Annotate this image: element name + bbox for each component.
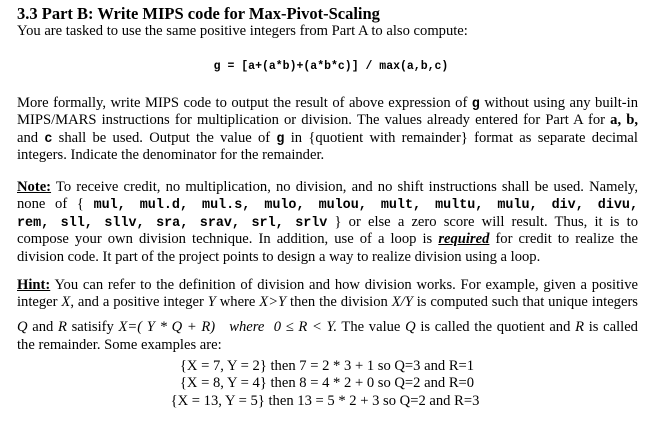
code-g: g xyxy=(471,97,480,112)
var: Y xyxy=(207,294,216,310)
hint-label: Hint: xyxy=(17,277,51,293)
note-line xyxy=(17,214,638,232)
intro-text: You are tasked to use the same positive integers from Part A to also compute: xyxy=(17,23,468,39)
var: Q xyxy=(405,319,416,335)
text: shall be used. Output the value of xyxy=(52,130,277,146)
bold-vars: a, b, xyxy=(610,112,638,128)
var: R xyxy=(575,319,585,335)
text: satisify xyxy=(66,319,119,335)
code-g: g xyxy=(276,132,285,147)
para1-line xyxy=(17,130,638,148)
text: } or else a zero score will result. Thus, it is to xyxy=(327,214,638,230)
example: {X = 13, Y = 5} then 13 = 5 * 2 + 3 so Q=2 and R=3 xyxy=(170,393,480,409)
text: then the division xyxy=(286,294,392,310)
note-line xyxy=(17,179,638,196)
required-emphasis: required xyxy=(438,231,490,247)
text: for credit to realize the xyxy=(489,231,638,247)
text: compose your own division technique. In addition, use of a loop is xyxy=(17,231,439,247)
var: X>Y xyxy=(259,294,287,310)
text: none of { xyxy=(17,196,94,212)
hint-line: the remainder. Some examples are: xyxy=(17,337,222,353)
para1-line: integers. Indicate the denominator for the remainder. xyxy=(17,147,325,163)
formula-text: g = [a+(a*b)+(a*b*c)] / max(a,b,c) xyxy=(213,60,449,73)
text: is called the quotient and xyxy=(415,319,576,335)
forbidden-instructions: mul, mul.d, mul.s, mulo, mulou, mult, multu, mulu, div, divu, xyxy=(93,198,638,213)
para1-line xyxy=(17,95,638,113)
var: R xyxy=(58,319,67,335)
para1-line xyxy=(17,112,638,129)
text: and xyxy=(17,130,45,146)
text: To receive credit, no multiplication, no division, and no shift instructions shall be used. Namely, xyxy=(51,179,638,195)
section-title: 3.3 Part B: Write MIPS code for Max-Pivot-Scaling xyxy=(17,4,380,23)
note-line xyxy=(17,196,638,214)
text: where xyxy=(215,294,260,310)
hint-line xyxy=(17,294,638,311)
text: and xyxy=(27,319,59,335)
text: More formally, write MIPS code to output the result of above expression of xyxy=(17,95,472,111)
note-label: Note: xyxy=(17,179,52,195)
code-c: c xyxy=(44,132,53,147)
forbidden-instructions: rem, sll, sllv, sra, srav, srl, srlv xyxy=(17,216,328,231)
hint-line xyxy=(17,277,638,294)
text: You can refer to the definition of division and how division works. For example, given a positive xyxy=(50,277,638,293)
text: is computed such that unique integers xyxy=(412,294,638,310)
division-equation: X=( Y * Q + R) where 0 ≤ R < Y. xyxy=(118,319,337,335)
note-line xyxy=(17,231,638,248)
text: MIPS/MARS instructions for multiplication or division. The values already entered for Part A for xyxy=(17,112,611,128)
var: Q xyxy=(17,319,28,335)
example: {X = 7, Y = 2} then 7 = 2 * 3 + 1 so Q=3 and R=1 xyxy=(179,358,475,374)
var: X/Y xyxy=(391,294,413,310)
text: integer xyxy=(17,294,62,310)
text: in {quotient with remainder} format as separate decimal xyxy=(284,130,638,146)
text: without using any built-in xyxy=(479,95,638,111)
note-line: division code. It part of the project points to design a way to realize division using a loop. xyxy=(17,249,541,265)
text: The value xyxy=(336,319,406,335)
text: , and a positive integer xyxy=(70,294,208,310)
var: X xyxy=(61,294,71,310)
formula xyxy=(0,57,662,75)
example: {X = 8, Y = 4} then 8 = 4 * 2 + 0 so Q=2 and R=0 xyxy=(179,375,475,391)
hint-line xyxy=(17,319,638,336)
text: is called xyxy=(584,319,638,335)
